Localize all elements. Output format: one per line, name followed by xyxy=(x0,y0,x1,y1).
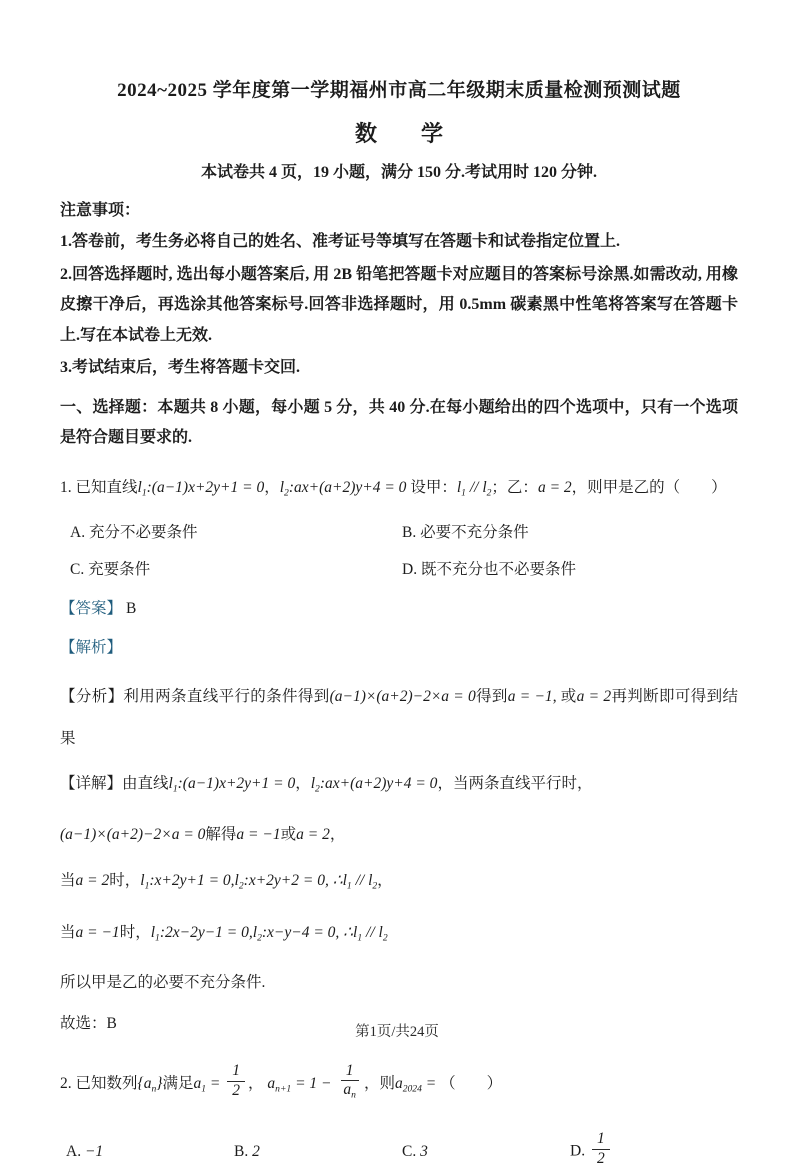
math-segment: :x+2y+1 = 0, xyxy=(149,872,235,890)
text-segment: ， xyxy=(377,872,393,890)
notice-heading: 注意事项： xyxy=(60,202,141,219)
fraction xyxy=(592,1130,610,1168)
math-segment: l xyxy=(482,478,487,496)
math-segment: l xyxy=(252,923,258,941)
text-segment: 当 xyxy=(60,923,76,941)
math-segment: 2 xyxy=(382,931,388,943)
text-segment: C. xyxy=(402,1143,421,1161)
section1-heading: 一、选择题：本题共 8 小题，每小题 5 分，共 40 分.在每小题给出的四个选项中，只有一个选项是符合题目要求的. xyxy=(60,398,738,446)
text-segment: ，则 xyxy=(363,1074,395,1092)
math-segment: // xyxy=(362,923,379,941)
q1-option-b: B. 必要不充分条件 xyxy=(402,523,529,541)
math-segment: 2 xyxy=(284,486,289,498)
text-segment: 1. 已知直线 xyxy=(60,478,138,496)
math-segment: l xyxy=(368,872,373,890)
text-segment: B. xyxy=(234,1143,253,1161)
math-segment: a = −1 xyxy=(236,826,281,844)
text-segment: 当 xyxy=(60,872,76,890)
math-segment: l xyxy=(378,923,383,941)
math-segment: 2 xyxy=(238,880,244,892)
math-segment: (a−1)×(a+2)−2×a = 0 xyxy=(329,687,476,705)
text-segment: 解得 xyxy=(205,826,237,844)
page-footer: 第1页/共24页 xyxy=(355,1024,439,1040)
math-segment: = xyxy=(421,1074,441,1092)
q1-option-c: C. 充要条件 xyxy=(70,560,151,578)
math-segment: // xyxy=(351,872,369,890)
notice-block xyxy=(60,197,738,384)
text-segment: （ ） xyxy=(440,1074,503,1092)
math-segment: 1 xyxy=(596,1130,605,1148)
math-segment: 1 xyxy=(461,486,466,498)
math-segment: l xyxy=(140,872,145,890)
q2-option-d xyxy=(570,1130,613,1171)
text-segment: ， xyxy=(329,826,346,844)
text-segment: 设甲： xyxy=(406,478,457,496)
q2-option-a xyxy=(66,1140,234,1164)
math-segment: l xyxy=(137,478,142,496)
math-segment: a xyxy=(143,1074,152,1092)
math-segment: a = −1 xyxy=(75,923,120,941)
fraction xyxy=(227,1062,245,1100)
notice-item-2: 2.回答选择题时, 选出每小题答案后, 用 2B 铅笔把答题卡对应题目的答案标号涂黑.如需改动, 用橡皮擦干净后，再选涂其他答案标号.回答非选择题时，用 0.5mm 碳素黑中性笔将答案写在答题卡上.写在本试卷上无效. xyxy=(60,265,738,344)
math-segment: a = 2 xyxy=(576,687,612,705)
math-segment: :ax+(a+2)y+4 = 0 xyxy=(288,478,407,496)
text-segment: 得到 xyxy=(475,687,508,705)
math-segment: a = 2 xyxy=(75,872,110,890)
text-segment: 再判断即可得到结果 xyxy=(60,687,738,747)
math-segment: 2 xyxy=(486,486,492,498)
math-segment: l xyxy=(150,923,156,941)
page-title: 2024~2025 学年度第一学期福州市高二年级期末质量检测预测试题 xyxy=(117,80,681,101)
text-segment: ；乙： xyxy=(491,478,538,496)
math-segment: −1 xyxy=(84,1143,104,1161)
math-segment: a xyxy=(267,1074,276,1092)
text-segment: 满足 xyxy=(162,1074,194,1092)
q2-option-b xyxy=(234,1140,402,1164)
q1-solution-line-5 xyxy=(60,969,738,997)
q2-options xyxy=(60,1130,738,1171)
math-segment: (a−1)×(a+2)−2×a = 0 xyxy=(60,826,206,844)
math-segment: :ax+(a+2)y+4 = 0 xyxy=(319,774,438,792)
math-segment: 1 xyxy=(172,783,178,795)
math-segment: // xyxy=(465,478,483,496)
math-segment: 2 xyxy=(257,931,262,943)
text-segment: ， xyxy=(295,774,311,792)
math-segment: :x+2y+2 = 0, ∴ xyxy=(243,872,343,890)
math-segment: 3 xyxy=(420,1143,428,1161)
text-segment: , 或 xyxy=(552,687,577,705)
math-segment: a xyxy=(193,1074,202,1092)
q1-solution-line-3 xyxy=(60,864,738,903)
math-segment: l xyxy=(234,872,239,890)
math-segment: n+1 xyxy=(275,1083,292,1095)
math-segment: 2 xyxy=(252,1143,260,1161)
text-segment: ，当两条直线平行时， xyxy=(437,774,593,792)
math-segment: 1 xyxy=(346,880,352,892)
text-segment: ， xyxy=(248,1074,268,1092)
math-segment: a = −1 xyxy=(507,687,553,705)
math-segment: a = 2 xyxy=(537,478,572,496)
q1-option-d: D. 既不充分也不必要条件 xyxy=(402,560,576,578)
math-segment: 2 xyxy=(596,1149,605,1167)
math-segment: { xyxy=(137,1074,144,1092)
math-segment: 1 xyxy=(144,880,150,892)
math-segment: a = 2 xyxy=(296,826,330,844)
math-segment: l xyxy=(279,478,285,496)
math-segment: } xyxy=(156,1074,163,1092)
math-segment: = xyxy=(206,1074,225,1092)
text-segment: 时， xyxy=(109,872,141,890)
q1-jiexi-label: 【解析】 xyxy=(60,638,123,656)
math-segment: 1 xyxy=(232,1062,240,1080)
text-segment: 所以甲是乙的必要不充分条件. xyxy=(60,973,266,991)
text-segment: ， xyxy=(264,478,280,496)
math-segment: :2x−2y−1 = 0, xyxy=(159,923,253,941)
text-segment: ，则甲是乙的（ ） xyxy=(571,478,727,496)
math-segment: :(a−1)x+2y+1 = 0 xyxy=(146,478,265,496)
math-segment: 2024 xyxy=(402,1083,422,1095)
math-segment: 1 xyxy=(141,486,147,498)
q1-solution-line-2 xyxy=(60,818,738,852)
answer-value: B xyxy=(126,599,137,617)
math-segment: l xyxy=(310,774,316,792)
math-segment: a xyxy=(394,1074,403,1092)
q2-option-c xyxy=(402,1140,570,1164)
math-segment: n xyxy=(151,1083,157,1095)
q2-stem xyxy=(60,1062,738,1111)
math-segment: n xyxy=(351,1089,356,1101)
math-segment: 2 xyxy=(372,880,378,892)
text-segment: D. xyxy=(570,1142,589,1160)
q1-answer-line xyxy=(60,598,738,620)
question-1 xyxy=(60,471,738,1038)
q1-options xyxy=(60,522,738,581)
exam-info-line: 本试卷共 4 页，19 小题，满分 150 分.考试用时 120 分钟. xyxy=(200,164,597,181)
text-segment: 2. 已知数列 xyxy=(60,1074,138,1092)
math-segment: 2 xyxy=(315,783,320,795)
math-segment: 1 xyxy=(357,931,363,943)
subject-title: 数 学 xyxy=(354,121,443,146)
math-segment: = 1 − xyxy=(291,1074,336,1092)
math-segment: l xyxy=(168,774,173,792)
math-segment: 2 xyxy=(232,1081,240,1099)
q1-option-a: A. 充分不必要条件 xyxy=(70,523,198,541)
text-segment: A. xyxy=(66,1143,85,1161)
q1-solution-line-1 xyxy=(60,764,738,809)
text-segment: 故选：B xyxy=(60,1014,117,1032)
question-2 xyxy=(60,1062,738,1171)
q1-solution-line-4 xyxy=(60,916,738,955)
text-segment: 或 xyxy=(280,826,297,844)
notice-item-1: 1.答卷前，考生务必将自己的姓名、准考证号等填写在答题卡和试卷指定位置上. xyxy=(60,233,621,250)
math-segment: :(a−1)x+2y+1 = 0 xyxy=(177,774,296,792)
fraction xyxy=(338,1062,361,1101)
answer-label: 【答案】 xyxy=(60,599,123,617)
math-segment: l xyxy=(353,923,358,941)
text-segment: 【分析】利用两条直线平行的条件得到 xyxy=(60,687,330,705)
q1-stem xyxy=(60,471,738,509)
notice-item-3: 3.考试结束后，考生将答题卡交回. xyxy=(60,359,301,376)
math-segment: l xyxy=(342,872,347,890)
text-segment: 【详解】由直线 xyxy=(60,774,169,792)
q1-analysis xyxy=(60,676,738,760)
math-segment: a xyxy=(343,1081,352,1099)
math-segment: l xyxy=(456,478,462,496)
math-segment: 1 xyxy=(201,1083,207,1095)
math-segment: :x−y−4 = 0, ∴ xyxy=(261,923,354,941)
text-segment: 时， xyxy=(119,923,151,941)
math-segment: 1 xyxy=(345,1061,354,1079)
math-segment: 1 xyxy=(155,931,160,943)
